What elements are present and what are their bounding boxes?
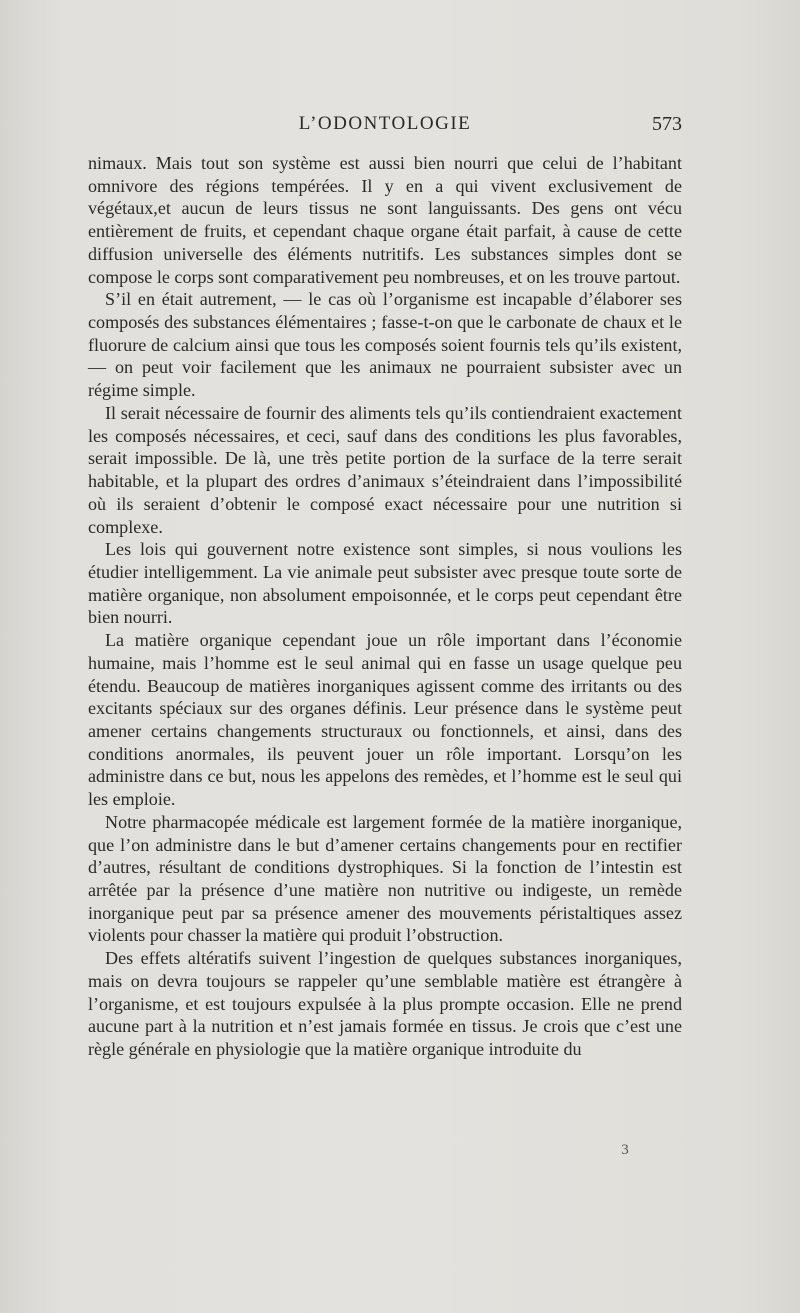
paragraph-6: Notre pharmacopée médicale est largement formée de la matière inorganique, que l’on administre dans le but d’amener certains changements pour en rectifier d’autres, résultant de conditions dystrophiques. Si la fonction de l’intestin est arrêtée par la présence d’une matière non nutritive ou indigeste, un remède inorganique peut par sa présence amener des mouvements péristaltiques assez violents pour chasser la matière qui produit l’obstruction.: [88, 811, 682, 946]
body-text: [88, 152, 682, 1061]
page-number: 573: [652, 113, 682, 135]
paragraph-5: La matière organique cependant joue un rôle important dans l’économie humaine, mais l’homme est le seul animal qui en fasse un usage quelque peu étendu. Beaucoup de matières inorganiques agissent comme des irritants ou des excitants spéciaux sur des organes définis. Leur présence dans le système peut amener certains changements structuraux ou fonctionnels, et ainsi, dans des conditions anormales, ils peuvent jouer un rôle important. Lorsqu’on les administre dans ce but, nous les appelons des remèdes, et l’homme est le seul qui les emploie.: [88, 630, 682, 810]
running-title: L’ODONTOLOGIE: [298, 113, 472, 134]
paragraph-2: S’il en était autrement, — le cas où l’organisme est incapable d’élaborer ses composés des substances élémentaires ; fasse-t-on que le carbonate de chaux et le fluorure de calcium ainsi que tous les composés soient fournis tels qu’ils existent, — on peut voir facilement que les animaux ne pourraient subsister avec un régime simple.: [88, 289, 682, 401]
running-head: [88, 111, 682, 137]
paragraph-1: nimaux. Mais tout son système est aussi bien nourri que celui de l’habitant omnivore des régions tempérées. Il y en a qui vivent exclusivement de végétaux,et aucun de leurs tissus ne sont languissants. Des gens ont vécu entièrement de fruits, et cependant chaque organe était parfait, à cause de cette diffusion universelle des éléments nutritifs. Les substances simples dont se compose le corps sont comparativement peu nombreuses, et on les trouve partout.: [88, 153, 682, 287]
paragraph-4: Les lois qui gouvernent notre existence sont simples, si nous voulions les étudier intelligemment. La vie animale peut subsister avec presque toute sorte de matière organique, non absolument empoisonnée, et le corps peut cependant être bien nourri.: [88, 539, 682, 628]
signature-mark: 3: [621, 1142, 629, 1158]
paragraph-7: Des effets altératifs suivent l’ingestion de quelques substances inorganiques, mais on devra toujours se rappeler qu’une semblable matière est étrangère à l’organisme, et est toujours expulsée à la plus prompte occasion. Elle ne prend aucune part à la nutrition et n’est jamais formée en tissus. Je crois que c’est une règle générale en physiologie que la matière organique introduite du: [88, 948, 682, 1060]
paragraph-3: Il serait nécessaire de fournir des aliments tels qu’ils contiendraient exactement les composés nécessaires, et ceci, sauf dans des conditions les plus favorables, serait impossible. De là, une très petite portion de la surface de la terre serait habitable, et la plupart des ordres d’animaux s’éteindraient dans l’impossibilité où ils seraient d’obtenir le composé exact nécessaire pour une nutrition si complexe.: [88, 402, 682, 537]
